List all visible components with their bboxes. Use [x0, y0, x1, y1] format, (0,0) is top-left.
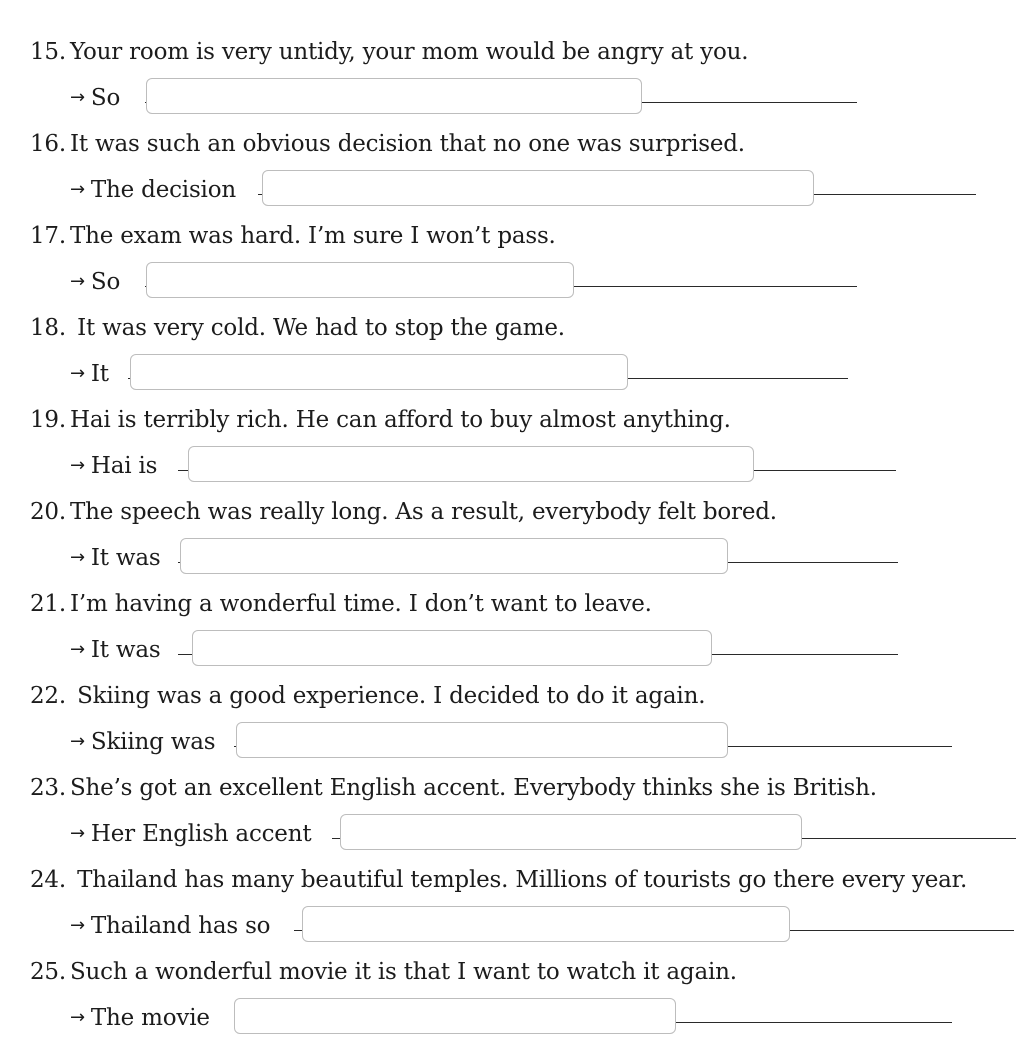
- right-arrow-icon: →: [70, 179, 85, 200]
- question-text: [30, 958, 737, 986]
- exercise-item-21: [0, 590, 1024, 682]
- exercise-item-18: [0, 314, 1024, 406]
- answer-input-box[interactable]: [262, 170, 814, 206]
- question-text: [30, 222, 556, 250]
- answer-prompt: [70, 728, 215, 758]
- exercise-item-16: [0, 130, 1024, 222]
- question-number: 23.: [30, 775, 66, 801]
- answer-input-box[interactable]: [180, 538, 728, 574]
- answer-prompt: [70, 268, 120, 298]
- question-sentence: She’s got an excellent English accent. Everybody thinks she is British.: [69, 775, 877, 801]
- question-number: 25.: [30, 959, 66, 985]
- question-text: [30, 314, 565, 342]
- right-arrow-icon: →: [70, 87, 85, 108]
- answer-input-box[interactable]: [130, 354, 628, 390]
- exercise-item-23: [0, 774, 1024, 866]
- right-arrow-icon: →: [70, 547, 85, 568]
- question-number: 19.: [30, 407, 66, 433]
- answer-prompt: [70, 636, 161, 666]
- answer-prompt: [70, 1004, 210, 1034]
- right-arrow-icon: →: [70, 363, 85, 384]
- question-text: [30, 498, 777, 526]
- answer-input-box[interactable]: [340, 814, 802, 850]
- prompt-start-text: It was: [90, 545, 161, 571]
- answer-input-box[interactable]: [234, 998, 676, 1034]
- exercise-item-20: [0, 498, 1024, 590]
- question-text: [30, 590, 652, 618]
- question-number: 24.: [30, 867, 66, 893]
- answer-prompt: [70, 912, 270, 942]
- exercise-item-15: [0, 38, 1024, 130]
- question-sentence: Skiing was a good experience. I decided to do it again.: [69, 683, 706, 709]
- right-arrow-icon: →: [70, 823, 85, 844]
- question-text: [30, 406, 731, 434]
- question-text: [30, 130, 745, 158]
- right-arrow-icon: →: [70, 1007, 85, 1028]
- prompt-start-text: Skiing was: [90, 729, 216, 755]
- question-sentence: Your room is very untidy, your mom would be angry at you.: [69, 39, 749, 65]
- answer-prompt: [70, 84, 120, 114]
- prompt-start-text: The decision: [90, 177, 236, 203]
- question-number: 15.: [30, 39, 66, 65]
- right-arrow-icon: →: [70, 915, 85, 936]
- answer-input-box[interactable]: [188, 446, 754, 482]
- question-sentence: It was very cold. We had to stop the game.: [69, 315, 565, 341]
- exercise-item-19: [0, 406, 1024, 498]
- question-sentence: Hai is terribly rich. He can afford to buy almost anything.: [69, 407, 731, 433]
- answer-prompt: [70, 176, 236, 206]
- question-text: [30, 38, 748, 66]
- prompt-start-text: So: [90, 85, 121, 111]
- answer-input-box[interactable]: [236, 722, 728, 758]
- answer-prompt: [70, 820, 311, 850]
- answer-input-box[interactable]: [302, 906, 790, 942]
- question-text: [30, 866, 967, 894]
- question-sentence: The speech was really long. As a result, everybody felt bored.: [69, 499, 777, 525]
- answer-prompt: [70, 452, 157, 482]
- prompt-start-text: It was: [90, 637, 161, 663]
- question-sentence: It was such an obvious decision that no one was surprised.: [69, 131, 745, 157]
- exercise-item-25: [0, 958, 1024, 1050]
- question-sentence: I’m having a wonderful time. I don’t want to leave.: [69, 591, 652, 617]
- question-sentence: The exam was hard. I’m sure I won’t pass.: [69, 223, 556, 249]
- exercise-item-24: [0, 866, 1024, 958]
- prompt-start-text: Thailand has so: [90, 913, 271, 939]
- answer-prompt: [70, 360, 109, 390]
- question-text: [30, 774, 877, 802]
- right-arrow-icon: →: [70, 271, 85, 292]
- answer-input-box[interactable]: [146, 262, 574, 298]
- question-number: 18.: [30, 315, 66, 341]
- answer-prompt: [70, 544, 161, 574]
- prompt-start-text: It: [90, 361, 109, 387]
- prompt-start-text: So: [90, 269, 121, 295]
- right-arrow-icon: →: [70, 731, 85, 752]
- question-number: 20.: [30, 499, 66, 525]
- right-arrow-icon: →: [70, 639, 85, 660]
- question-number: 21.: [30, 591, 66, 617]
- prompt-start-text: Her English accent: [90, 821, 312, 847]
- right-arrow-icon: →: [70, 455, 85, 476]
- question-sentence: Such a wonderful movie it is that I want to watch it again.: [69, 959, 737, 985]
- question-number: 17.: [30, 223, 66, 249]
- question-text: [30, 682, 705, 710]
- question-number: 22.: [30, 683, 66, 709]
- prompt-start-text: Hai is: [90, 453, 158, 479]
- answer-input-box[interactable]: [192, 630, 712, 666]
- answer-input-box[interactable]: [146, 78, 642, 114]
- exercise-item-22: [0, 682, 1024, 774]
- question-sentence: Thailand has many beautiful temples. Millions of tourists go there every year.: [69, 867, 968, 893]
- prompt-start-text: The movie: [90, 1005, 210, 1031]
- question-number: 16.: [30, 131, 66, 157]
- exercise-item-17: [0, 222, 1024, 314]
